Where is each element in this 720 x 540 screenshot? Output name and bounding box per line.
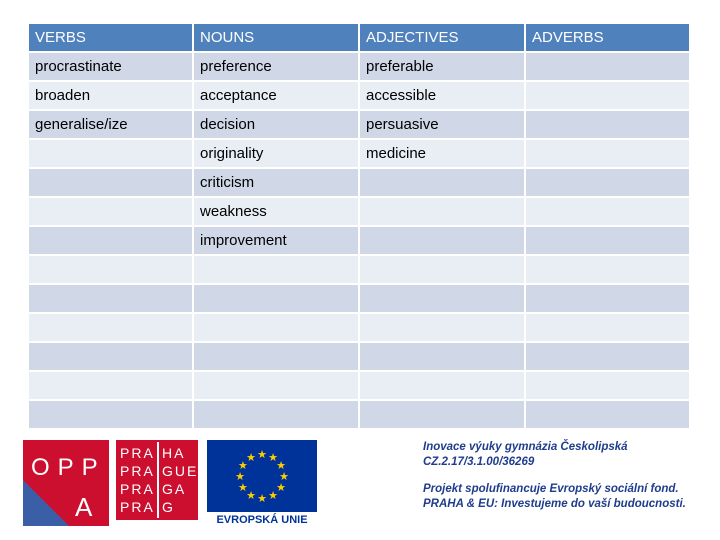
cell-verbs: broaden — [28, 81, 193, 110]
table-row — [28, 400, 690, 429]
praha-logo-left-3: PRA — [120, 499, 155, 515]
cell-verbs — [28, 284, 193, 313]
oppa-logo-letter: A — [75, 492, 93, 522]
cell-adverbs — [525, 226, 690, 255]
cell-adverbs — [525, 313, 690, 342]
header-verbs: VERBS — [28, 23, 193, 52]
funding-slogan: PRAHA & EU: Investujeme do vaší budoucnosti. — [423, 498, 686, 510]
cell-nouns: weakness — [193, 197, 359, 226]
table-row — [28, 284, 690, 313]
star-icon: ★ — [246, 490, 256, 503]
cell-adverbs — [525, 139, 690, 168]
eu-flag — [207, 440, 317, 512]
header-adjectives: ADJECTIVES — [359, 23, 525, 52]
praha-logo-divider — [157, 442, 159, 518]
eu-logo — [207, 440, 317, 526]
cell-verbs — [28, 226, 193, 255]
cell-verbs — [28, 342, 193, 371]
star-icon: ★ — [238, 482, 248, 494]
table-row — [28, 139, 690, 168]
project-notes — [423, 440, 713, 512]
cell-adverbs — [525, 110, 690, 139]
table-row — [28, 110, 690, 139]
cell-nouns: improvement — [193, 226, 359, 255]
cell-adjectives — [359, 168, 525, 197]
table-row — [28, 371, 690, 400]
cell-adverbs — [525, 197, 690, 226]
praha-logo-right-3: G — [162, 499, 175, 515]
word-forms-table — [27, 22, 691, 430]
star-icon: ★ — [276, 482, 286, 494]
table-row — [28, 342, 690, 371]
cell-adjectives — [359, 255, 525, 284]
star-icon: ★ — [235, 471, 245, 483]
star-icon: ★ — [257, 449, 267, 461]
cell-adjectives — [359, 342, 525, 371]
eu-label: EVROPSKÁ UNIE — [216, 514, 308, 526]
oppa-logo-text: OPP — [31, 454, 106, 481]
cell-adjectives: accessible — [359, 81, 525, 110]
table-row — [28, 226, 690, 255]
table-row — [28, 52, 690, 81]
table-row — [28, 313, 690, 342]
cell-adjectives: preferable — [359, 52, 525, 81]
cell-nouns — [193, 400, 359, 429]
table-header-row — [28, 23, 690, 52]
header-nouns: NOUNS — [193, 23, 359, 52]
cell-adjectives — [359, 284, 525, 313]
funding-note: Projekt spolufinancuje Evropský sociální fond. — [423, 483, 679, 495]
cell-adjectives — [359, 400, 525, 429]
oppa-logo-shape — [23, 440, 109, 526]
cell-nouns — [193, 255, 359, 284]
cell-adverbs — [525, 284, 690, 313]
eu-stars-icon — [207, 440, 317, 512]
cell-adverbs — [525, 400, 690, 429]
cell-adverbs — [525, 342, 690, 371]
praha-logo-right-0: HA — [162, 445, 186, 461]
cell-verbs — [28, 139, 193, 168]
star-icon: ★ — [279, 471, 289, 483]
star-icon: ★ — [276, 460, 286, 472]
star-icon: ★ — [268, 490, 278, 503]
cell-verbs — [28, 400, 193, 429]
table-row — [28, 81, 690, 110]
cell-verbs — [28, 197, 193, 226]
star-icon: ★ — [257, 493, 267, 505]
cell-verbs — [28, 255, 193, 284]
cell-adjectives: persuasive — [359, 110, 525, 139]
cell-adjectives — [359, 313, 525, 342]
cell-verbs — [28, 313, 193, 342]
praha-logo-right-1: GUE — [162, 463, 199, 479]
cell-adjectives — [359, 226, 525, 255]
cell-adjectives — [359, 197, 525, 226]
cell-adjectives — [359, 371, 525, 400]
cell-nouns — [193, 313, 359, 342]
cell-verbs: generalise/ize — [28, 110, 193, 139]
praha-logo-right-2: GA — [162, 481, 187, 497]
cell-verbs: procrastinate — [28, 52, 193, 81]
star-icon: ★ — [268, 451, 278, 464]
cell-verbs — [28, 168, 193, 197]
cell-adverbs — [525, 371, 690, 400]
cell-adverbs — [525, 52, 690, 81]
footer-logos — [0, 430, 720, 540]
project-code: CZ.2.17/3.1.00/36269 — [423, 456, 535, 468]
cell-verbs — [28, 371, 193, 400]
cell-nouns: preference — [193, 52, 359, 81]
header-adverbs: ADVERBS — [525, 23, 690, 52]
praha-logo-left-1: PRA — [120, 463, 155, 479]
cell-adverbs — [525, 168, 690, 197]
table-row — [28, 197, 690, 226]
cell-nouns: acceptance — [193, 81, 359, 110]
table-row — [28, 255, 690, 284]
cell-nouns — [193, 342, 359, 371]
cell-adverbs — [525, 255, 690, 284]
cell-nouns: originality — [193, 139, 359, 168]
cell-nouns — [193, 284, 359, 313]
project-name: Inovace výuky gymnázia Českolipská — [423, 441, 628, 453]
table-body — [28, 52, 690, 429]
praha-logo-left-0: PRA — [120, 445, 155, 461]
star-icon: ★ — [246, 451, 256, 464]
cell-adverbs — [525, 81, 690, 110]
cell-nouns: decision — [193, 110, 359, 139]
star-icon: ★ — [238, 460, 248, 472]
oppa-logo — [23, 440, 109, 526]
table-row — [28, 168, 690, 197]
praha-logo-left-2: PRA — [120, 481, 155, 497]
cell-adjectives: medicine — [359, 139, 525, 168]
cell-nouns: criticism — [193, 168, 359, 197]
praha-logo — [116, 440, 198, 520]
cell-nouns — [193, 371, 359, 400]
